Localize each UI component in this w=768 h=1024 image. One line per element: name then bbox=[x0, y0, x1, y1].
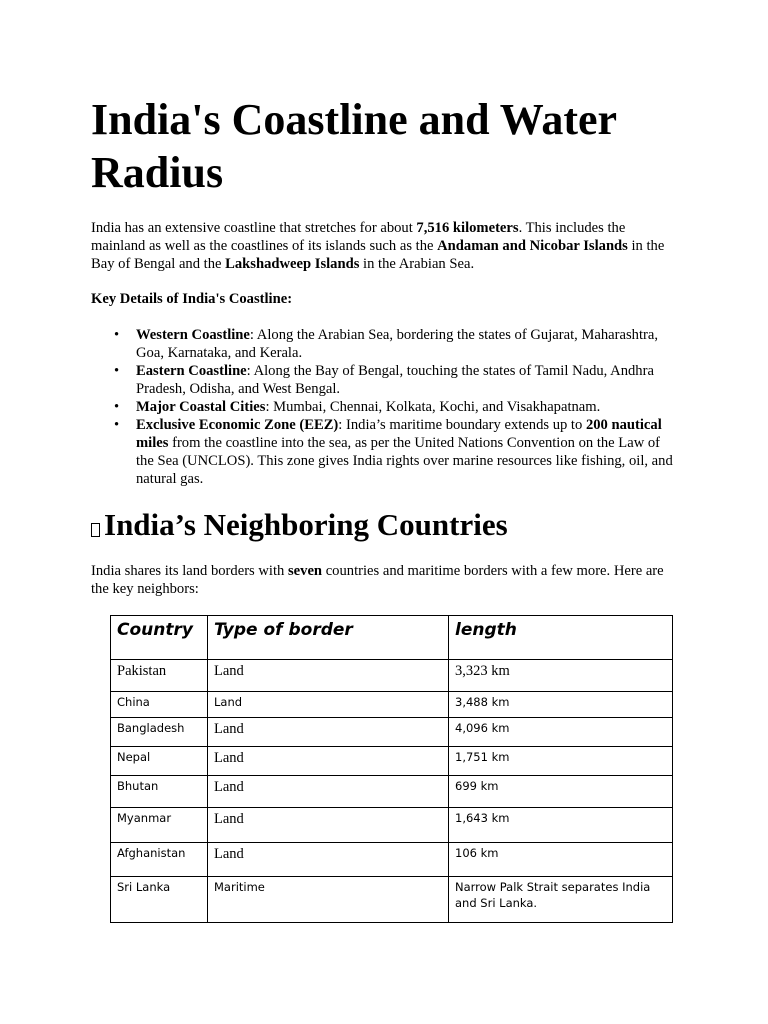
bullet-icon: • bbox=[114, 363, 120, 379]
cell-length: 1,751 km bbox=[449, 747, 673, 776]
bold-text: Andaman and Nicobar Islands bbox=[437, 238, 628, 254]
cell-length: 699 km bbox=[449, 776, 673, 808]
text-run: : Mumbai, Chennai, Kolkata, Kochi, and Visakhapatnam. bbox=[265, 399, 601, 415]
eastern-coastline-item bbox=[114, 362, 681, 398]
bold-text: 7,516 kilometers bbox=[416, 220, 519, 236]
coastline-details-list bbox=[91, 326, 681, 488]
bold-text: Western Coastline bbox=[136, 327, 250, 343]
cell-border-type: Land bbox=[208, 747, 449, 776]
header-length: length bbox=[449, 616, 673, 660]
cell-country: Pakistan bbox=[111, 660, 208, 692]
document-title: India's Coastline and Water Radius bbox=[91, 95, 617, 197]
bold-text: 200 nautical miles bbox=[136, 417, 662, 451]
coastline-intro-paragraph bbox=[91, 219, 681, 273]
table-row bbox=[111, 692, 673, 718]
header-border-type: Type of border bbox=[208, 616, 449, 660]
text-run: countries and maritime borders with a few more. Here are the key neighbors: bbox=[91, 563, 664, 597]
cell-country: Bhutan bbox=[111, 776, 208, 808]
table-row bbox=[111, 660, 673, 692]
table-header-row bbox=[111, 616, 673, 660]
bullet-icon: • bbox=[114, 327, 120, 343]
bullet-icon: • bbox=[114, 417, 120, 433]
table-row bbox=[111, 843, 673, 877]
cell-country: Sri Lanka bbox=[111, 877, 208, 923]
western-coastline-item bbox=[114, 326, 681, 362]
cell-country: Afghanistan bbox=[111, 843, 208, 877]
text-run: in the Arabian Sea. bbox=[359, 256, 475, 272]
cell-length: 106 km bbox=[449, 843, 673, 877]
bold-text: Major Coastal Cities bbox=[136, 399, 266, 415]
cell-border-type: Land bbox=[208, 660, 449, 692]
major-coastal-cities-item bbox=[114, 398, 681, 416]
cell-border-type: Land bbox=[208, 843, 449, 877]
key-details-heading: Key Details of India's Coastline: bbox=[91, 291, 293, 307]
cell-border-type: Maritime bbox=[208, 877, 449, 923]
text-run: India shares its land borders with bbox=[91, 563, 288, 579]
text-run: India has an extensive coastline that stretches for about bbox=[91, 220, 417, 236]
cell-border-type: Land bbox=[208, 808, 449, 843]
neighbors-intro-paragraph bbox=[91, 562, 681, 598]
table-row bbox=[111, 718, 673, 747]
cell-country: Nepal bbox=[111, 747, 208, 776]
text-run: in the Bay of Bengal and the bbox=[91, 238, 665, 272]
text-run: : Along the Bay of Bengal, touching the states of Tamil Nadu, Andhra Pradesh, Odisha, and West Bengal. bbox=[136, 363, 654, 397]
neighbors-table bbox=[110, 615, 673, 923]
cell-length: 4,096 km bbox=[449, 718, 673, 747]
bold-text: seven bbox=[287, 563, 323, 579]
cell-length: Narrow Palk Strait separates India and Sri Lanka. bbox=[449, 877, 673, 923]
text-run: . This includes the mainland as well as the coastlines of its islands such as the bbox=[91, 220, 626, 254]
table-row bbox=[111, 808, 673, 843]
bold-text: Eastern Coastline bbox=[136, 363, 247, 379]
section-title-text: India’s Neighboring Countries bbox=[104, 507, 508, 542]
table-row bbox=[111, 776, 673, 808]
cell-length: 1,643 km bbox=[449, 808, 673, 843]
bold-text: Exclusive Economic Zone (EEZ) bbox=[136, 417, 339, 433]
neighbors-section-title bbox=[91, 505, 508, 545]
text-run: : Along the Arabian Sea, bordering the states of Gujarat, Maharashtra, Goa, Karnataka, and Kerala. bbox=[136, 327, 659, 361]
bold-text: Lakshadweep Islands bbox=[225, 256, 360, 272]
cell-length: 3,323 km bbox=[449, 660, 673, 692]
cell-country: Bangladesh bbox=[111, 718, 208, 747]
text-run: from the coastline into the sea, as per the United Nations Convention on the Law of the Sea (UNCLOS). This zone gives India rights over marine resources like fishing, oil, and natural gas. bbox=[136, 435, 673, 487]
cell-country: Myanmar bbox=[111, 808, 208, 843]
header-country: Country bbox=[111, 616, 208, 660]
cell-border-type: Land bbox=[208, 692, 449, 718]
missing-glyph-icon bbox=[91, 523, 100, 537]
cell-border-type: Land bbox=[208, 718, 449, 747]
eez-item bbox=[114, 416, 681, 488]
cell-country: China bbox=[111, 692, 208, 718]
table-row bbox=[111, 877, 673, 923]
cell-border-type: Land bbox=[208, 776, 449, 808]
table-row bbox=[111, 747, 673, 776]
text-run: : India’s maritime boundary extends up to bbox=[338, 417, 586, 433]
bullet-icon: • bbox=[114, 399, 120, 415]
cell-length: 3,488 km bbox=[449, 692, 673, 718]
